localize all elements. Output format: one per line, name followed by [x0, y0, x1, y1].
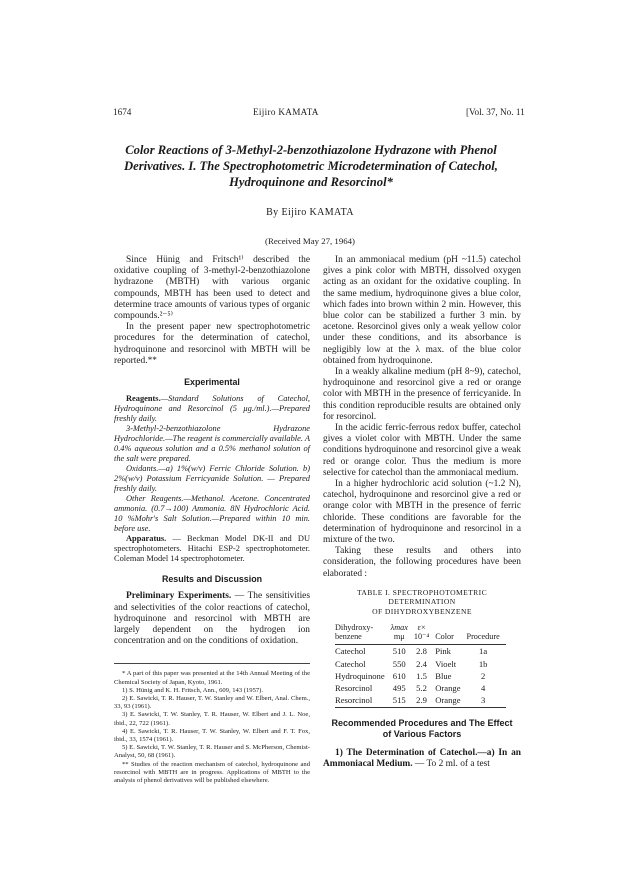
right-column — [323, 255, 521, 770]
apparatus-paragraph — [114, 534, 310, 564]
table-row: Catechol 510 2.8 Pink 1a — [335, 646, 488, 657]
determination-paragraph — [323, 748, 521, 770]
footnote: ** Studies of the reaction mechanism of catechol, hydroquinone and resorcinol with MBTH are in progress. Applications of MBTH to the analysis of phenol derivatives will be published elsewhere. — [114, 760, 310, 785]
table-title-line-2: OF DIHYDROXYBENZENE — [372, 607, 472, 617]
table-title — [323, 588, 521, 617]
running-author: Eijiro KAMATA — [253, 107, 319, 117]
footnote: 5) E. Sawicki, T. W. Stanley, T. R. Hauser and S. McPherson, Chemist-Analyst, 50, 68 (1961). — [114, 744, 310, 760]
oxidants-paragraph: Oxidants.—a) 1%(w/v) Ferric Chloride Solution. b) 2%(w/v) Potassium Ferricyanide Solution. — Prepared freshly daily. — [114, 464, 310, 494]
footnote: 2) E. Sawicki, T. R. Hauser, T. W. Stanley and W. Elbert, Anal. Chem., 33, 93 (1961). — [114, 695, 310, 711]
table-row: Resorcinol 515 2.9 Orange 3 — [335, 694, 506, 707]
right-paragraph-3: In the acidic ferric-ferrous redox buffer, catechol gives a violet color with MBTH. Under the same conditions hydroquinone and resorcinol give a weak red or orange color. Thus the medium is more selective for catechol than the ammoniacal medium. — [323, 423, 521, 478]
table-row: Resorcinol 495 5.2 Orange 4 — [335, 683, 486, 694]
other-reagents-paragraph: Other Reagents.—Methanol. Acetone. Concentrated ammonia. (0.7→100) Ammonia. 8N Hydrochloric Acid. 10 %Mohr's Salt Solution.—Prepared within 10 min. before use. — [114, 494, 310, 534]
spectro-table — [335, 623, 506, 708]
left-column — [114, 255, 310, 785]
right-paragraph-2: In a weakly alkaline medium (pH 8~9), catechol, hydroquinone and resorcinol give a red or orange color with MBTH in the presence of ferricyanide. In this condition reproducible results are obtained only for resorcinol. — [323, 367, 521, 422]
footnotes — [114, 663, 310, 785]
running-volume: [Vol. 37, No. 11 — [466, 107, 525, 117]
experimental-heading: Experimental — [184, 377, 240, 388]
reagents-paragraph — [114, 394, 310, 424]
col-header-color: Color — [435, 632, 454, 642]
apparatus-text: — Beckman Model DK-II and DU spectrophotometers. Hitachi ESP-2 spectrophotometer. Coleman Model 14 spectrophotometer. — [114, 534, 310, 564]
table-row: Catechol 550 2.4 Vioelt 1b — [335, 658, 488, 669]
table-row: Hydroquinone 610 1.5 Blue 2 — [335, 670, 486, 681]
apparatus-label: Apparatus. — [126, 534, 167, 544]
col-header-compound: Dihydroxy- benzene — [335, 622, 374, 642]
col-header-epsilon: ε× 10⁻⁴ — [413, 622, 430, 642]
determination-label: 1) The Determination of Catechol.—a) In an Ammoniacal Medium. — [323, 747, 521, 769]
intro-paragraph-1: Since Hünig and Fritsch¹⁾ described the oxidative coupling of 3-methyl-2-benzothiazolone hydrazone (MBTH) with various organic compounds, MBTH has been used to detect and determine trace amounts of various types of organic compounds.²⁻⁵⁾ — [114, 255, 310, 322]
table-title-line-1: TABLE I. SPECTROPHOTOMETRIC DETERMINATION — [356, 587, 488, 607]
page-number: 1674 — [113, 107, 132, 117]
preliminary-paragraph — [114, 591, 310, 647]
recommended-heading: Recommended Procedures and The Effect of Various Factors — [331, 717, 513, 739]
table-header-row — [335, 623, 506, 645]
footnote: 1) S. Hünig and K. H. Fritsch, Ann., 609, 143 (1957). — [122, 686, 264, 694]
results-heading: Results and Discussion — [161, 574, 263, 585]
footnote: 3) E. Sawicki, T. W. Stanley, T. R. Hauser, W. Elbert and J. L. Noe, ibid., 22, 722 (1961). — [114, 711, 310, 727]
byline: By Eijiro KAMATA — [266, 207, 354, 218]
preliminary-text: — The sensitivities and selectivities of the color reactions of catechol, hydroquinone and resorcinol with MBTH are largely dependent on the hydrogen ion concentration and on the conditions of oxidation. — [114, 591, 310, 647]
received-date: (Received May 27, 1964) — [265, 236, 355, 246]
footnote: * A part of this paper was presented at the 14th Annual Meeting of the Chemical Society of Japan, Kyoto, 1961. — [114, 670, 310, 686]
reagents-label: Reagents. — [126, 394, 161, 404]
right-paragraph-5: Taking these results and others into consideration, the following procedures have been elaborated : — [323, 546, 521, 579]
preliminary-label: Preliminary Experiments. — [126, 591, 232, 602]
col-header-procedure: Procedure — [466, 632, 500, 642]
reagents-text: —Standard Solutions of Catechol, Hydroquinone and Resorcinol (5 μg./ml.).—Prepared freshly daily. — [114, 394, 310, 424]
determination-text: — To 2 ml. of a test — [412, 758, 490, 769]
mbth-paragraph: 3-Methyl-2-benzothiazolone Hydrazone Hydrochloride.—The reagent is commercially available. A 0.4% aqueous solution and a 0.5% methanol solution of the salt were prepared. — [114, 424, 310, 464]
footnote: 4) E. Sawicki, T. R. Hauser, T. W. Stanley, W. Elbert and F. T. Fox, ibid., 33, 1574 (1961). — [114, 727, 310, 744]
right-paragraph-4: In a higher hydrochloric acid solution (~1.2 N), catechol, hydroquinone and resorcinol give a red or orange color with MBTH in the presence of ferric chloride. These conditions are favorable for the determination of hydroquinone and resorcinol in a mixture of the two. — [323, 479, 521, 546]
paper-title: Color Reactions of 3-Methyl-2-benzothiazolone Hydrazone with Phenol Derivatives. I. The Spectrophotometric Microdetermination of Catechol, Hydroquinone and Resorcinol* — [124, 143, 498, 190]
intro-paragraph-2: In the present paper new spectrophotometric procedures for the determination of catechol, hydroquinone and resorcinol with MBTH will be reported.** — [114, 322, 310, 366]
right-paragraph-1: In an ammoniacal medium (pH ~11.5) catechol gives a pink color with MBTH, dissolved oxygen acting as an oxidant for the oxidative coupling. In the same medium, hydroquinone gives a blue color, which fades into brown within 2 min. However, this blue color can be stabilized a further 3 min. by acetone. Resorcinol gives only a weak yellow color under these conditions, and its absorbance is negligibly low at the λ max. of the blue color obtained from hydroquinone. — [323, 255, 521, 366]
col-header-lmax: λmax mμ — [390, 622, 408, 642]
